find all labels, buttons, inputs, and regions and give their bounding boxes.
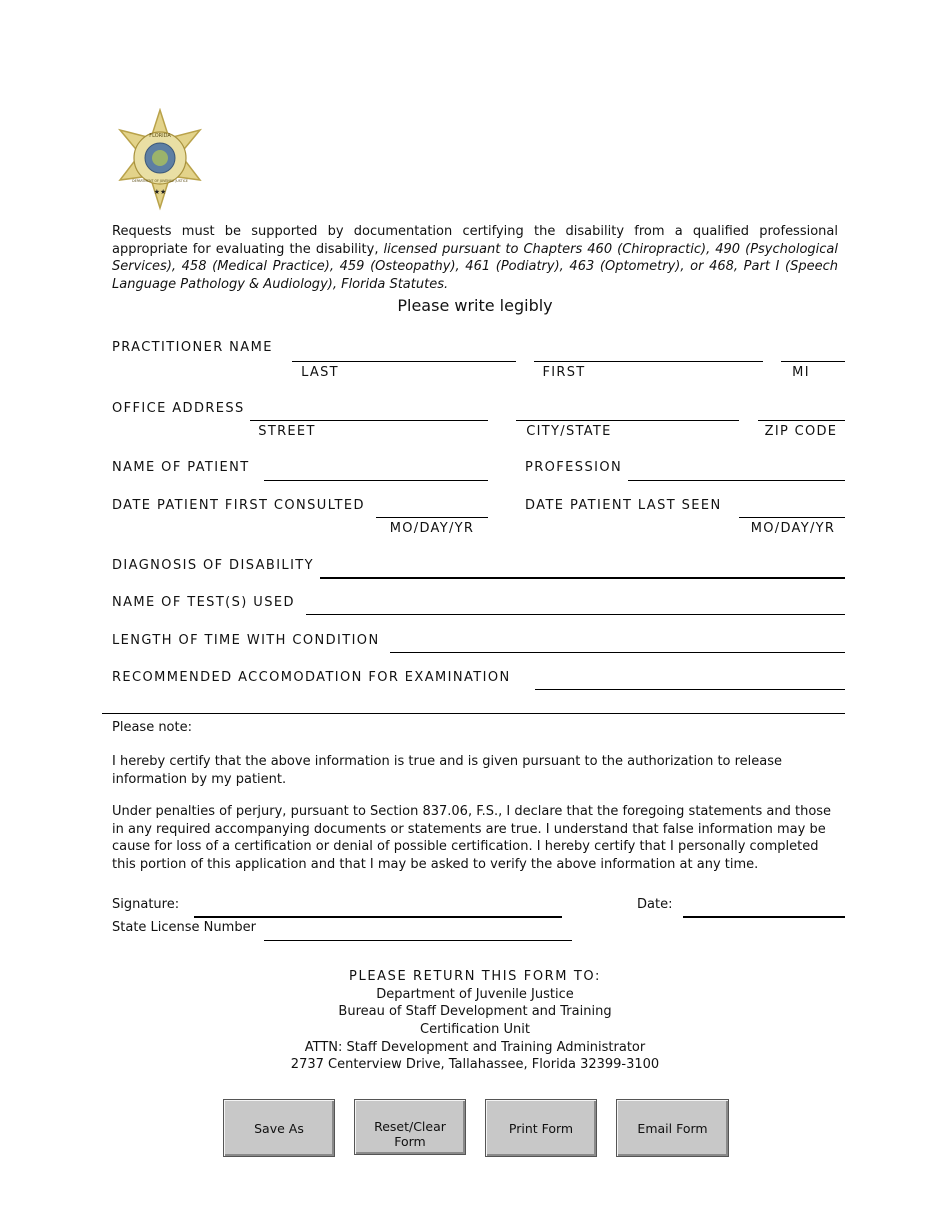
reset-clear-form-button[interactable]: Reset/Clear Form (354, 1099, 466, 1155)
print-form-button[interactable]: Print Form (485, 1099, 597, 1157)
last-seen-format: MO/DAY/YR (750, 521, 836, 536)
return-heading: PLEASE RETURN THIS FORM TO: (349, 969, 601, 984)
doj-badge-logo (108, 108, 212, 212)
return-line-3: Certification Unit (420, 1022, 530, 1037)
perjury-paragraph: Under penalties of perjury, pursuant to Section 837.06, F.S., I declare that the foregoing statements and those in any required accompanying documents or statements are true. I understand that false information may be cause for loss of a certification or denial of possible certification. I hereby certify that I personally completed this portion of this application and that I may be asked to verify the above information at any time. (112, 804, 832, 872)
city-state-input[interactable] (516, 401, 743, 421)
first-consulted-label: DATE PATIENT FIRST CONSULTED (112, 498, 365, 513)
street-input[interactable] (250, 401, 492, 421)
patient-name-input[interactable] (264, 461, 492, 481)
practitioner-name-label: PRACTITIONER NAME (112, 340, 273, 355)
last-name-input[interactable] (292, 342, 520, 362)
recommended-accommodation-input[interactable] (535, 670, 849, 690)
zip-sublabel: ZIP CODE (764, 424, 838, 439)
intro-paragraph (112, 223, 838, 293)
signature-label: Signature: (112, 897, 180, 912)
length-of-time-label: LENGTH OF TIME WITH CONDITION (112, 633, 380, 648)
diagnosis-input[interactable] (320, 558, 849, 578)
intro-text: Requests must be supported by documentation certifying the disability from a qualified professional appropriate for evaluating the disability, (112, 224, 838, 257)
badge-ring-bottom-text: DEPARTMENT OF JUVENILE JUSTICE (132, 179, 188, 183)
city-state-sublabel: CITY/STATE (526, 424, 612, 439)
signature-input[interactable] (194, 897, 566, 917)
profession-label: PROFESSION (525, 460, 623, 475)
badge-ring-top-text: FLORIDA (149, 133, 171, 139)
license-label: State License Number (112, 920, 256, 935)
street-sublabel: STREET (258, 424, 316, 439)
tests-used-label: NAME OF TEST(S) USED (112, 595, 295, 610)
return-line-1: Department of Juvenile Justice (376, 987, 574, 1002)
profession-input[interactable] (628, 461, 849, 481)
badge-stars: ★★ (153, 188, 167, 196)
license-input[interactable] (264, 921, 576, 941)
date-input[interactable] (683, 897, 849, 917)
certify-paragraph: I hereby certify that the above information is true and is given pursuant to the authorization to release information by my patient. (112, 754, 783, 787)
return-line-4: ATTN: Staff Development and Training Administrator (304, 1040, 646, 1055)
section-divider (102, 713, 845, 714)
date-label: Date: (637, 897, 673, 912)
office-address-label: OFFICE ADDRESS (112, 401, 245, 416)
tests-used-input[interactable] (306, 595, 849, 615)
return-line-5: 2737 Centerview Drive, Tallahassee, Florida 32399-3100 (290, 1057, 660, 1072)
last-sublabel: LAST (301, 365, 339, 380)
mi-input[interactable] (781, 342, 849, 362)
intro-italic-text: licensed pursuant to Chapters 460 (Chiropractic), 490 (Psychological Services), 458 (Medical Practice), 459 (Osteopathy), 461 (Podiatry), 463 (Optometry), or 468, Part I (Speech Language Pathology & Audiology), Florida Statutes. (112, 241, 838, 292)
length-of-time-input[interactable] (390, 633, 849, 653)
badge-seal-center (152, 150, 168, 166)
email-form-button[interactable]: Email Form (616, 1099, 729, 1157)
return-line-2: Bureau of Staff Development and Training (338, 1004, 612, 1019)
mi-sublabel: MI (792, 365, 810, 380)
zip-input[interactable] (758, 401, 849, 421)
last-seen-label: DATE PATIENT LAST SEEN (525, 498, 722, 513)
first-consulted-format: MO/DAY/YR (389, 521, 475, 536)
first-name-input[interactable] (534, 342, 767, 362)
page-heading: Please write legibly (397, 296, 553, 315)
please-note: Please note: (112, 720, 192, 735)
first-sublabel: FIRST (542, 365, 586, 380)
diagnosis-label: DIAGNOSIS OF DISABILITY (112, 558, 314, 573)
save-as-button[interactable]: Save As (223, 1099, 335, 1157)
recommended-accommodation-label: RECOMMENDED ACCOMODATION FOR EXAMINATION (112, 670, 511, 685)
last-seen-input[interactable] (739, 498, 849, 518)
patient-name-label: NAME OF PATIENT (112, 460, 250, 475)
first-consulted-input[interactable] (376, 498, 492, 518)
